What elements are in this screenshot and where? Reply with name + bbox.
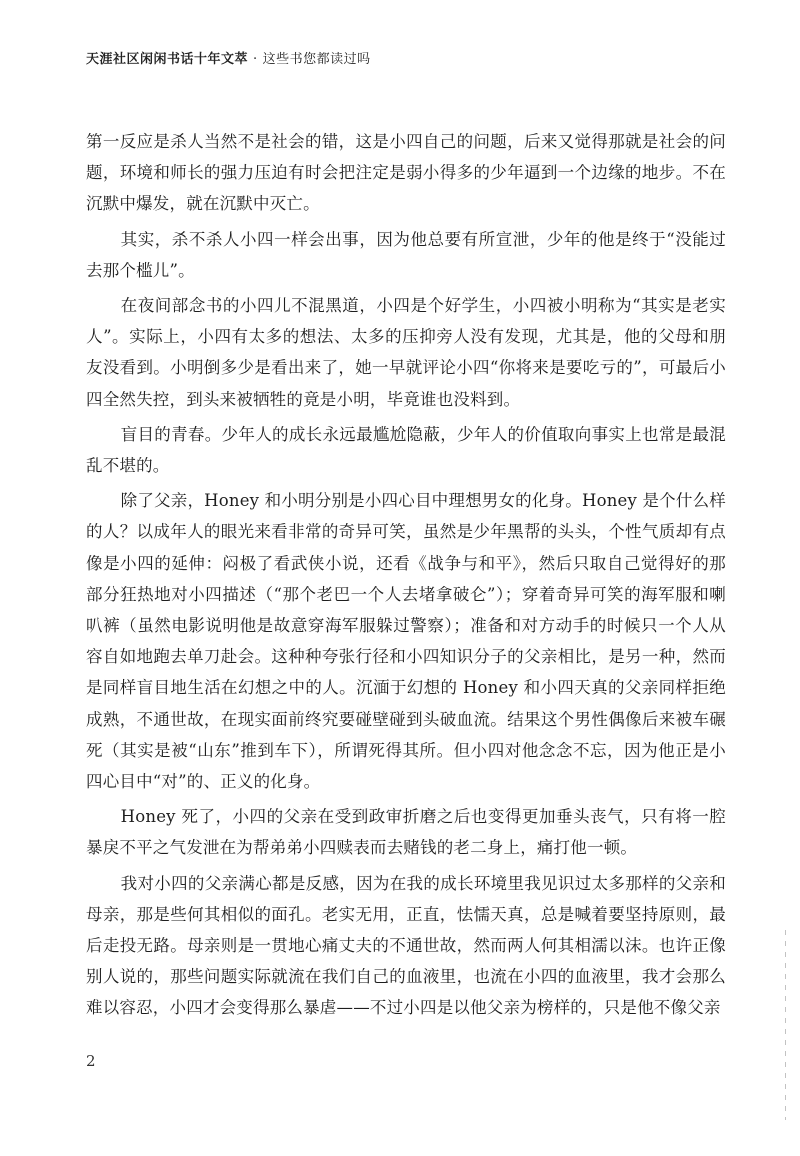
paragraph: 第一反应是杀人当然不是社会的错，这是小四自己的问题，后来又觉得那就是社会的问题，环境和师长的强力压迫有时会把注定是弱小得多的少年逼到一个边缘的地步。不在沉默中爆发，就在沉默中灭亡。 (86, 132, 726, 214)
book-title: 天涯社区闲闲书话十年文萃 (86, 52, 249, 67)
section-title: 这些书您都读过吗 (262, 52, 371, 67)
scan-edge-artifact (785, 930, 786, 1120)
paragraph: 其实，杀不杀人小四一样会出事，因为他总要有所宣泄，少年的他是终于“没能过去那个槛儿”。 (86, 229, 726, 280)
body-text (86, 126, 726, 1028)
running-header (86, 48, 371, 67)
paragraph: 盲目的青春。少年人的成长永远最尴尬隐蔽，少年人的价值取向事实上也常是最混乱不堪的。 (86, 424, 726, 476)
header-separator: · (253, 52, 258, 67)
paragraph: 在夜间部念书的小四儿不混黑道，小四是个好学生，小四被小明称为“其实是老实人”。实际上，小四有太多的想法、太多的压抑旁人没有发现，尤其是，他的父母和朋友没看到。小明倒多少是看出来了，她一早就评论小四“你将来是要吃亏的”，可最后小四全然失控，到头来被牺牲的竟是小明，毕竟谁也没料到。 (86, 296, 726, 409)
paragraph: Honey 死了，小四的父亲在受到政审折磨之后也变得更加垂头丧气，只有将一腔暴戾不平之气发泄在为帮弟弟小四赎表而去赌钱的老二身上，痛打他一顿。 (86, 807, 726, 858)
page-number: 2 (86, 1052, 96, 1070)
paragraph: 我对小四的父亲满心都是反感，因为在我的成长环境里我见识过太多那样的父亲和母亲，那是些何其相似的面孔。老实无用，正直，怯懦天真，总是喊着要坚持原则，最后走投无路。母亲则是一贯地心痛丈夫的不通世故，然而两人何其相濡以沫。也许正像别人说的，那些问题实际就流在我们自己的血液里，也流在小四的血液里，我才会那么难以容忍，小四才会变得那么暴虐——不过小四是以他父亲为榜样的，只是他不像父亲 (86, 873, 726, 1018)
paragraph: 除了父亲，Honey 和小明分别是小四心目中理想男女的化身。Honey 是个什么样的人？以成年人的眼光来看非常的奇异可笑，虽然是少年黑帮的头头，个性气质却有点像是小四的延伸：闷极了看武侠小说，还看《战争与和平》，然后只取自己觉得好的那部分狂热地对小四描述（“那个老巴一个人去堵拿破仑”）；穿着奇异可笑的海军服和喇叭裤（虽然电影说明他是故意穿海军服躲过警察）；准备和对方动手的时候只一个人从容自如地跑去单刀赴会。这种种夸张行径和小四知识分子的父亲相比，是另一种，然而是同样盲目地生活在幻想之中的人。沉湎于幻想的 Honey 和小四天真的父亲同样拒绝成熟，不通世故，在现实面前终究要碰壁碰到头破血流。结果这个男性偶像后来被车碾死（其实是被“山东”推到车下），所谓死得其所。但小四对他念念不忘，因为他正是小四心目中“对”的、正义的化身。 (86, 491, 726, 792)
